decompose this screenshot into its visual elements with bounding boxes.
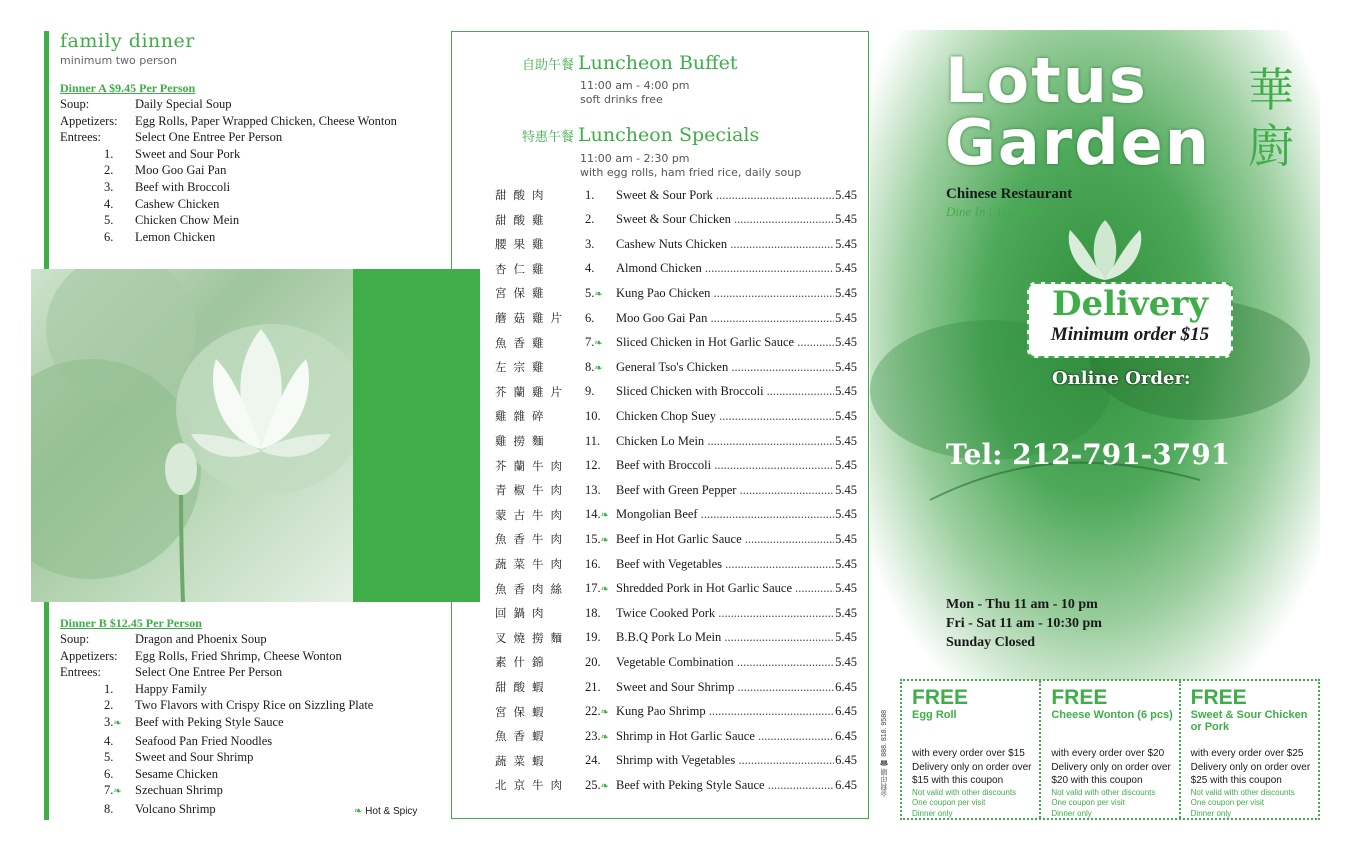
menu-item-name: Sliced Chicken in Hot Garlic Sauce ..... [616,335,834,350]
menu-item-number-text: 14. [585,507,601,522]
menu-item-number-text: 2. [585,212,595,227]
entree-item [60,196,450,213]
menu-item-number-text: 25. [585,777,601,792]
menu-item-chinese: 蘑菇雞片 [495,311,569,325]
menu-item-name: B.B.Q Pork Lo Mein ..... [616,630,834,645]
menu-item-chinese: 魚香牛肉 [495,532,569,547]
menu-item [495,652,857,672]
lotus-illustration [31,269,353,602]
menu-item-price: 5.45 [835,359,857,374]
chili-icon: ❧ [600,584,610,596]
menu-item-number [585,655,616,670]
menu-item-price: 5.45 [835,433,857,448]
coupon-free: FREE [1051,686,1108,709]
menu-item-number [585,458,616,473]
entree-name: Volcano Shrimp [135,801,216,816]
logo-chinese [1248,62,1294,174]
menu-item-chinese: 杏仁雞 [495,261,551,276]
entree-number: 5. [104,213,114,228]
menu-item-number-text: 20. [585,654,601,669]
menu-item-number-text: 23. [585,728,601,743]
menu-item-chinese: 雞撈麵 [495,434,551,448]
menu-item [495,185,857,205]
menu-item-chinese: 甜酸蝦 [495,680,551,694]
menu-item-chinese: 叉燒撈麵 [495,630,569,645]
menu-item-name: Shrimp in Hot Garlic Sauce ..... [616,729,834,744]
appetizers-label: Appetizers: [60,113,118,128]
delivery-badge [1027,282,1233,358]
menu-item-number-text: 22. [585,704,601,719]
menu-item-number [585,507,616,522]
coupon-terms: Delivery only on order over [1051,761,1171,773]
menu-item [495,382,857,402]
entree-item [60,146,450,163]
menu-item-chinese: 素什錦 [495,655,551,670]
entree-number-wrap [104,714,135,733]
entree-name: Sesame Chicken [135,766,218,781]
menu-item-number [585,360,616,375]
entree-number: 6. [104,229,114,244]
coupon-fineprint: One coupon per visit [1190,798,1265,807]
menu-item-chinese: 回鍋肉 [495,606,551,621]
logo-cn-char-1: 華 [1248,63,1294,117]
menu-item-chinese: 魚香蝦 [495,729,551,744]
menu-item-price: 5.45 [835,212,857,227]
entree-item [60,782,450,801]
coupon-fineprint: Not valid with other discounts [912,787,1017,797]
entree-number: 5. [104,750,114,765]
menu-item [495,726,857,746]
menu-item-number-text: 12. [585,458,601,473]
menu-item-price: 5.45 [835,654,857,669]
coupon [1039,681,1178,818]
menu-item-number [585,680,616,695]
buffet-title-en: Luncheon Buffet [578,52,738,74]
menu-item-name: Beef in Hot Garlic Sauce ..... [616,532,834,547]
dinner-b-section [60,616,450,818]
entree-name: Sweet and Sour Pork [135,146,241,161]
menu-item [495,431,857,451]
menu-item-name: Almond Chicken ..... [616,261,834,276]
menu-item-price: 5.45 [835,507,857,522]
specials-title [522,124,759,146]
entree-item [60,162,450,179]
entree-name: Szechuan Shrimp [135,783,223,798]
menu-item-number [585,778,616,793]
menu-item [495,554,857,574]
menu-item-number-text: 10. [585,408,601,423]
specials-title-en: Luncheon Specials [578,124,760,146]
menu-item [495,751,857,771]
coupon-terms: $25 with this coupon [1190,775,1282,786]
menu-item-price: 5.45 [835,187,857,202]
restaurant-type: Chinese Restaurant [946,186,1073,202]
dinner-a-entrees-row [60,129,450,146]
logo-line-2: Garden [945,106,1211,179]
entree-item [60,229,450,246]
entree-number: 1. [104,146,114,161]
lotus-garden-logo [945,44,1211,179]
menu-item [495,529,857,549]
coupon-fineprint: Dinner only [1190,808,1232,818]
entree-item [60,697,450,714]
menu-item-price: 6.45 [835,679,857,694]
menu-item-chinese: 芥蘭牛肉 [495,458,569,473]
buffet-note: soft drinks free [580,93,663,106]
menu-item-number [585,532,616,547]
menu-item-number-text: 3. [585,236,595,251]
menu-item-number [585,753,616,768]
entree-number: 3. [104,714,114,729]
logo-cn-char-2: 廚 [1248,119,1294,173]
menu-item-chinese: 左宗雞 [495,360,551,375]
menu-item-name: Shredded Pork in Hot Garlic Sauce ..... [616,581,834,596]
menu-item-number-text: 17. [585,581,601,596]
menu-item-number [585,384,616,399]
lotus-flower-icon [31,269,353,602]
chili-icon: ❧ [594,362,603,374]
menu-item [495,210,857,230]
entrees-label: Entrees: [60,130,101,145]
entree-name: Cashew Chicken [135,196,220,211]
coupon-fineprint: One coupon per visit [1051,798,1125,807]
menu-item [495,333,857,353]
menu-item [495,603,857,623]
coupon-terms: with every order over $15 [912,748,1025,759]
menu-item [495,677,857,697]
appetizers-label: Appetizers: [60,648,118,663]
dinner-a-heading: Dinner A $9.45 Per Person [60,81,196,95]
dine-options: Dine In | Take Out [946,204,1043,219]
menu-item-price: 5.45 [835,236,857,251]
menu-item-name: Kung Pao Shrimp ..... [616,704,834,719]
menu-item-chinese: 魚香肉絲 [495,581,569,596]
menu-item [495,579,857,599]
coupon-terms: with every order over $20 [1051,748,1165,759]
coupon-terms: $20 with this coupon [1051,775,1143,786]
entree-number: 2. [104,698,114,713]
buffet-title-cn: 自助午餐 [522,58,575,73]
entree-number: 8. [104,801,114,816]
entree-item [60,681,450,698]
menu-item-name: Vegetable Combination ..... [616,655,834,670]
menu-item-chinese: 魚香雞 [495,335,551,350]
entree-item [60,733,450,750]
menu-item-number-text: 1. [585,187,595,202]
coupon [902,681,1039,818]
menu-item-name: Sweet & Sour Chicken ..... [616,212,834,227]
menu-item-number-text: 6. [585,310,595,325]
coupon-item: Cheese Wonton (6 pcs) [1051,709,1173,721]
menu-item-price: 6.45 [835,777,857,792]
specials-title-cn: 特惠午餐 [522,130,575,145]
menu-item [495,283,857,303]
entree-name: Sweet and Sour Shrimp [135,750,254,765]
hot-spicy-legend [354,806,417,817]
menu-item-number-text: 24. [585,753,601,768]
logo-line-1: Lotus [945,44,1148,117]
coupon-fineprint: Not valid with other discounts [1051,787,1156,797]
menu-item-number [585,557,616,572]
entrees-note: Select One Entree Per Person [135,665,283,680]
menu-item-number-text: 16. [585,556,601,571]
chili-icon: ❧ [354,806,366,817]
soup-value: Daily Special Soup [135,97,232,111]
menu-item-number-text: 9. [585,384,595,399]
menu-item [495,456,857,476]
coupon-fineprint: One coupon per visit [912,798,986,807]
telephone: Tel: 212-791-3791 [946,438,1231,471]
appetizers-value: Egg Rolls, Fried Shrimp, Cheese Wonton [135,648,342,663]
menu-item-chinese: 蒙古牛肉 [495,507,569,522]
coupon-terms: $15 with this coupon [912,775,1004,786]
entree-number: 1. [104,681,114,696]
menu-item-price: 5.45 [835,581,857,596]
family-dinner-title: family dinner [60,30,195,52]
soup-label: Soup: [60,97,90,111]
dinner-b-soup-row [60,631,450,648]
menu-item-number-text: 21. [585,679,601,694]
entree-item [60,766,450,783]
coupon-item: Egg Roll [912,709,957,721]
menu-item-price: 5.45 [835,458,857,473]
coupon-terms: Delivery only on order over [912,761,1032,773]
entree-name: Two Flavors with Crispy Rice on Sizzling Plate [135,698,374,713]
menu-item-name: Cashew Nuts Chicken ..... [616,237,834,252]
buffet-info [580,79,690,107]
menu-item-name: General Tso's Chicken ..... [616,360,834,375]
menu-item-number [585,606,616,621]
specials-note: with egg rolls, ham fried rice, daily soup [580,166,802,179]
menu-item-price: 5.45 [835,482,857,497]
menu-item-name: Chicken Chop Suey ..... [616,409,834,424]
menu-item-name: Moo Goo Gai Pan ..... [616,311,834,326]
menu-item [495,406,857,426]
menu-item-number [585,729,616,744]
entree-name: Beef with Peking Style Sauce [135,714,284,729]
dinner-a-entree-list [60,146,450,246]
coupon-free: FREE [1190,686,1247,709]
left-accent-bar-bottom [44,602,49,820]
menu-item [495,505,857,525]
entree-number: 2. [104,163,114,178]
menu-item-chinese: 青椒牛肉 [495,483,569,498]
menu-item-number [585,311,616,326]
coupon-fineprint: Not valid with other discounts [1190,787,1295,797]
menu-item-chinese: 宮保蝦 [495,704,551,719]
menu-item-number [585,286,616,301]
menu-item-chinese: 甜酸雞 [495,212,551,227]
coupon-strip [900,679,1320,820]
entree-number: 7. [104,783,114,798]
menu-item-price: 5.45 [835,384,857,399]
buffet-hours: 11:00 am - 4:00 pm [580,79,690,92]
coupon [1179,681,1318,818]
menu-item-number [585,434,616,449]
buffet-title [522,52,738,74]
left-accent-bar-top [44,31,49,269]
hours-weekday: Mon - Thu 11 am - 10 pm [946,597,1098,612]
menu-item [495,480,857,500]
menu-item-number-text: 11. [585,433,601,448]
entree-item [60,749,450,766]
menu-item-number [585,335,616,350]
menu-item-price: 5.45 [835,556,857,571]
chili-icon: ❧ [600,780,610,792]
menu-item-number [585,212,616,227]
menu-item-number-text: 13. [585,482,601,497]
entree-number-wrap [104,782,135,801]
coupon-item: Sweet & Sour Chicken or Pork [1190,709,1308,733]
menu-item-price: 5.45 [835,335,857,350]
family-dinner-subtitle: minimum two person [60,54,177,67]
menu-item-price: 6.45 [835,704,857,719]
menu-item-number [585,483,616,498]
menu-item-chinese: 蔬菜蝦 [495,753,551,768]
entree-item [60,179,450,196]
chili-icon: ❧ [600,534,610,546]
chili-icon: ❧ [600,707,610,719]
menu-item-chinese: 北京牛肉 [495,778,569,793]
menu-item-number-text: 8. [585,359,595,374]
menu-item [495,357,857,377]
soup-label: Soup: [60,632,90,646]
chili-icon: ❧ [600,731,610,743]
dinner-b-heading: Dinner B $12.45 Per Person [60,616,202,630]
entree-name: Beef with Broccoli [135,179,231,194]
menu-item-name: Sweet and Sour Shrimp ..... [616,680,834,695]
menu-item-price: 5.45 [835,310,857,325]
soup-value: Dragon and Phoenix Soup [135,632,267,646]
menu-item-price: 5.45 [835,285,857,300]
menu-item-number [585,581,616,596]
menu-item-number-text: 18. [585,605,601,620]
menu-item-chinese: 蔬菜牛肉 [495,557,569,571]
menu-item [495,628,857,648]
menu-item-name: Shrimp with Vegetables ..... [616,753,834,768]
menu-item-chinese: 雞雜碎 [495,409,551,424]
menu-item-name: Beef with Broccoli ..... [616,458,834,473]
menu-item-number-text: 19. [585,630,601,645]
chili-icon: ❧ [600,510,610,522]
menu-item-price: 5.45 [835,531,857,546]
menu-item-number-text: 4. [585,261,595,276]
dinner-a-appetizers-row [60,113,450,130]
hours-weekend: Fri - Sat 11 am - 10:30 pm [946,616,1102,631]
menu-item-number [585,409,616,424]
print-code: 金利印刷 ☎ 888. 818. 9588 [881,710,888,797]
entrees-label: Entrees: [60,665,101,680]
menu-item-name: Twice Cooked Pork ..... [616,606,834,621]
delivery-minimum: Minimum order $15 [1050,324,1210,345]
family-dinner-section [60,30,450,245]
entree-item [60,212,450,229]
coupon-terms: with every order over $25 [1190,748,1304,759]
chili-icon: ❧ [594,288,603,300]
specials-info [580,152,801,180]
online-order-label: Online Order: [1052,368,1191,389]
menu-item-price: 5.45 [835,630,857,645]
menu-item-number-text: 15. [585,531,601,546]
appetizers-value: Egg Rolls, Paper Wrapped Chicken, Cheese Wonton [135,113,397,128]
menu-item [495,259,857,279]
menu-item [495,775,857,795]
menu-item-name: Beef with Vegetables ..... [616,557,834,572]
menu-item-number-text: 5. [585,285,595,300]
menu-item-number [585,188,616,203]
entree-name: Lemon Chicken [135,229,216,244]
entree-number: 4. [104,196,114,211]
menu-item [495,234,857,254]
entree-item [60,714,450,733]
menu-item-chinese: 宮保雞 [495,286,551,301]
dinner-a-soup-row [60,96,450,113]
coupon-fineprint: Dinner only [912,808,953,818]
menu-item-price: 6.45 [835,753,857,768]
dinner-b-entree-list [60,681,450,818]
entree-number: 6. [104,766,114,781]
menu-item-number-text: 7. [585,335,595,350]
menu-item-name: Chicken Lo Mein ..... [616,434,834,449]
menu-item-name: Sweet & Sour Pork ..... [616,188,834,203]
menu-item-name: Mongolian Beef ..... [616,507,834,522]
menu-item-price: 6.45 [835,728,857,743]
chili-icon: ❧ [594,338,603,350]
menu-item-chinese: 甜酸肉 [495,188,551,202]
specials-hours: 11:00 am - 2:30 pm [580,152,690,165]
menu-item-number [585,261,616,276]
menu-item-number [585,704,616,719]
dinner-b-entrees-row [60,664,450,681]
delivery-title: Delivery [1051,284,1208,324]
hours-sunday: Sunday Closed [946,635,1036,650]
coupon-terms: Delivery only on order over [1190,761,1311,773]
menu-item-number [585,237,616,252]
menu-item-name: Beef with Peking Style Sauce ..... [616,778,834,793]
hot-spicy-label: Hot & Spicy [365,806,418,817]
menu-item-price: 5.45 [835,261,857,276]
dinner-b-appetizers-row [60,648,450,665]
chili-icon: ❧ [113,786,122,798]
entrees-note: Select One Entree Per Person [135,130,283,145]
menu-item [495,702,857,722]
menu-item-chinese: 芥蘭雞片 [495,384,569,399]
menu-item-number [585,630,616,645]
menu-item-name: Beef with Green Pepper ..... [616,483,834,498]
entree-name: Chicken Chow Mein [135,213,240,228]
entree-name: Moo Goo Gai Pan [135,163,227,178]
menu-item [495,308,857,328]
entree-name: Seafood Pan Fried Noodles [135,733,273,748]
menu-item-name: Sliced Chicken with Broccoli ..... [616,384,834,399]
entree-name: Happy Family [135,681,207,696]
menu-item-price: 5.45 [835,605,857,620]
menu-item-price: 5.45 [835,408,857,423]
menu-item-name: Kung Pao Chicken ..... [616,286,834,301]
entree-number: 4. [104,733,114,748]
chili-icon: ❧ [113,717,122,729]
coupon-free: FREE [912,686,969,709]
menu-item-chinese: 腰果雞 [495,237,551,252]
coupon-fineprint: Dinner only [1051,808,1092,818]
entree-number: 3. [104,179,114,194]
